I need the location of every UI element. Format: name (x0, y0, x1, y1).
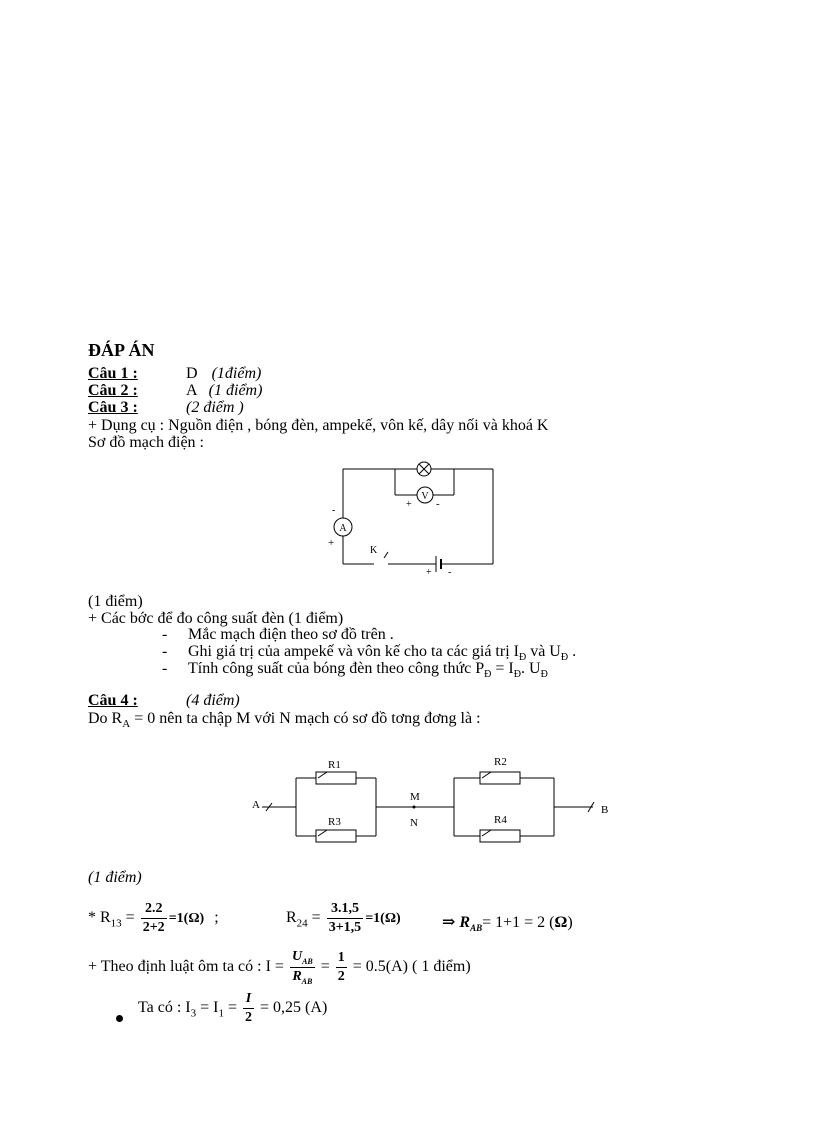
equation-currents: Ta có : $I_3 = I_1$ = $\frac{I}{2}$ = 0,25 (A) (138, 991, 328, 1025)
question-2-answer-row (186, 383, 262, 399)
ammeter-plus: + (328, 537, 335, 549)
step-item: - Ghi giá trị của ampekế và vôn kế cho ta các giá trị $I_Đ$ và $U_Đ$ . (162, 643, 577, 664)
fraction-r24: $\frac{3.1,5}{3+1,5}$ (328, 901, 362, 935)
battery-minus: - (448, 567, 452, 575)
circuit-diagram-2 (248, 750, 618, 850)
question-1-answer-row (186, 366, 261, 382)
r3-label: R3 (328, 816, 341, 828)
question-1-row (88, 366, 138, 382)
question-4-intro: Do $R_A = 0$ nên ta chập M với N mạch có sơ đồ tơng đơng là : (88, 710, 481, 731)
equation-r24: $R_{24}$ = $\frac{3.1,5}{3+1,5}$ =1(Ω) (286, 901, 401, 935)
question-2-answer: A (186, 382, 197, 399)
voltmeter-label: V (421, 491, 429, 502)
question-4-row (88, 693, 138, 709)
resistor-r3 (316, 830, 356, 842)
bullet-icon (116, 1009, 123, 1027)
question-4-diagram-points: (1 điểm) (88, 869, 142, 886)
question-1-label: Câu 1 : (88, 365, 138, 382)
question-2-row (88, 383, 138, 399)
fraction-half: $\frac{1}{2}$ (337, 949, 345, 984)
step-item: - Mắc mạch điện theo sơ đồ trên . (162, 626, 394, 643)
question-4-points: (4 điểm) (186, 692, 240, 709)
r2-label: R2 (494, 756, 507, 768)
question-3-diagram-label: Sơ đồ mạch điện : (88, 434, 204, 451)
switch-blade (384, 552, 388, 558)
fraction-r13: $\frac{2.2}{2+2}$ (142, 901, 165, 935)
equation-rab: ⇒ $R_{AB}= 1+1 = 2$ (Ω) (442, 914, 573, 934)
switch-label: K (370, 545, 378, 556)
voltmeter-minus: - (436, 498, 440, 510)
equation-r13: * $R_{13}$ = $\frac{2.2}{2+2}$ =1(Ω) ; (88, 901, 219, 935)
question-3-diagram-points: (1 điểm) (88, 593, 143, 610)
step-1-text: Mắc mạch điện theo sơ đồ trên . (188, 626, 394, 643)
battery-plus: + (426, 567, 432, 575)
question-1-answer: D (186, 365, 198, 382)
step-2-text: Ghi giá trị của ampekế và vôn kế cho ta các giá trị I (188, 643, 519, 660)
question-1-points: (1điểm) (211, 365, 262, 382)
page-title: ĐÁP ÁN (88, 340, 155, 360)
resistor-r4 (480, 830, 520, 842)
resistor-r1 (316, 772, 356, 784)
equation-ohm: + Theo định luật ôm ta có : I = $\frac{U_{AB}}{R_{AB}}$ = $\frac{1}{2}$ = 0.5(A) ( 1 điểm) (88, 949, 471, 986)
voltmeter-plus: + (406, 499, 412, 510)
question-3-label: Câu 3 : (88, 399, 138, 416)
node-m-label: M (410, 791, 420, 803)
question-3-steps-heading: + Các bớc để đo công suất đèn (1 điểm) (88, 610, 344, 627)
r1-label: R1 (328, 759, 341, 771)
fraction-i-half: $\frac{I}{2}$ (245, 991, 253, 1025)
question-3-points: (2 điểm ) (186, 399, 244, 416)
resistor-r2 (480, 772, 520, 784)
ammeter-label: A (339, 523, 347, 534)
node-b-label: B (601, 804, 609, 816)
question-4-label: Câu 4 : (88, 692, 138, 709)
ammeter-minus: - (332, 505, 336, 516)
question-2-label: Câu 2 : (88, 382, 138, 399)
node-a-label: A (252, 799, 260, 811)
circuit-diagram-1 (320, 455, 510, 575)
r4-label: R4 (494, 814, 507, 826)
step-3-text: Tính công suất của bóng đèn theo công thức P (188, 660, 485, 677)
question-2-points: (1 điểm) (208, 382, 263, 399)
step-item: - Tính công suất của bóng đèn theo công thức $P_Đ = I_Đ$. $U_Đ$ (162, 660, 548, 681)
node-n-label: N (410, 817, 418, 829)
fraction-uab-rab: $\frac{U_{AB}}{R_{AB}}$ (291, 949, 313, 986)
question-3-row (88, 400, 138, 416)
question-3-tools: + Dụng cụ : Nguồn điện , bóng đèn, ampekế, vôn kế, dây nối và khoá K (88, 417, 549, 434)
